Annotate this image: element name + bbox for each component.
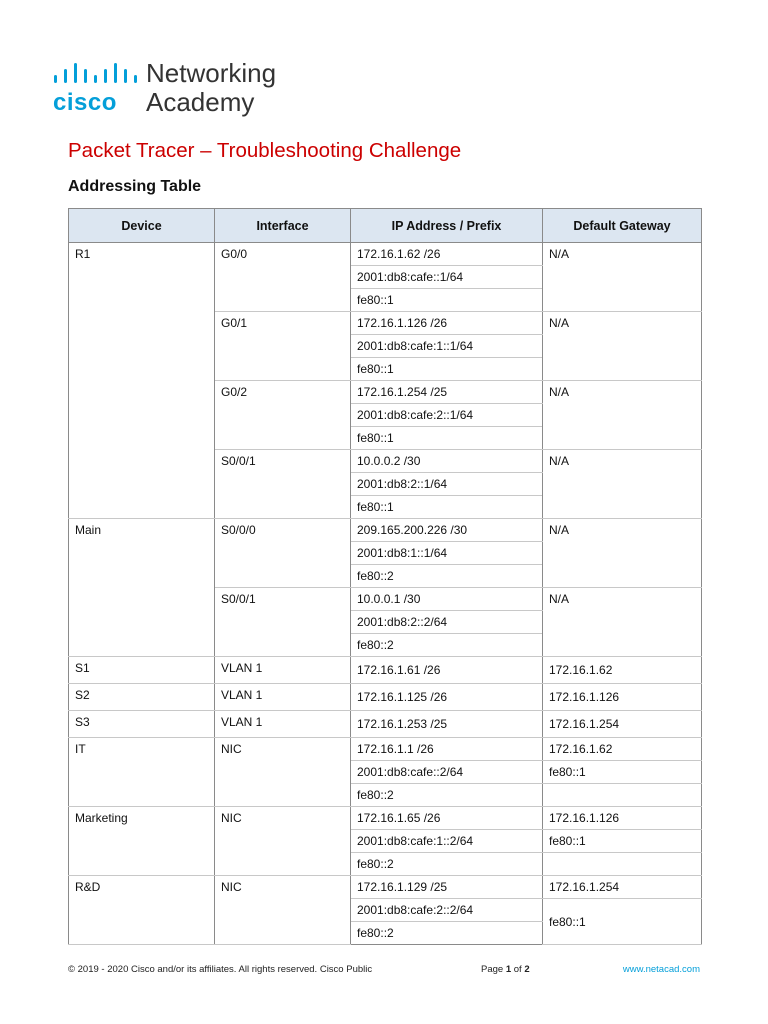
interface-cell: NIC: [215, 876, 351, 945]
cisco-bars-icon: [53, 62, 139, 88]
ip-address-cell: fe80::1: [351, 289, 543, 312]
gateway-cell: fe80::1: [543, 830, 702, 853]
gateway-cell: fe80::1: [543, 761, 702, 784]
interface-cell: S0/0/0: [215, 519, 351, 588]
header-default-gateway: Default Gateway: [543, 209, 702, 243]
ip-address-cell: 2001:db8:1::1/64: [351, 542, 543, 565]
document-title: Packet Tracer – Troubleshooting Challenge: [68, 139, 462, 162]
ip-address-cell: 10.0.0.1 /30: [351, 588, 543, 611]
ip-address-cell: 10.0.0.2 /30: [351, 450, 543, 473]
header-ip-address: IP Address / Prefix: [351, 209, 543, 243]
device-cell: Main: [69, 519, 215, 657]
table-row: [69, 657, 702, 684]
device-cell: S2: [69, 684, 215, 711]
ip-address-cell: 172.16.1.65 /26: [351, 807, 543, 830]
device-cell: Marketing: [69, 807, 215, 876]
interface-cell: G0/0: [215, 243, 351, 312]
gateway-cell: N/A: [543, 312, 702, 381]
gateway-cell: N/A: [543, 588, 702, 657]
ip-address-cell: fe80::2: [351, 922, 543, 945]
ip-address-cell: 2001:db8:cafe:2::1/64: [351, 404, 543, 427]
table-header-row: [69, 209, 702, 243]
ip-address-cell: 172.16.1.61 /26: [351, 657, 543, 684]
cisco-networking-academy-logo: [53, 58, 313, 116]
table-row: [69, 519, 702, 542]
footer-website-link[interactable]: www.netacad.com: [622, 964, 700, 975]
ip-address-cell: 172.16.1.253 /25: [351, 711, 543, 738]
ip-address-cell: 2001:db8:cafe:1::2/64: [351, 830, 543, 853]
device-cell: R1: [69, 243, 215, 519]
ip-address-cell: 2001:db8:2::2/64: [351, 611, 543, 634]
interface-cell: S0/0/1: [215, 588, 351, 657]
copyright-icon: ©: [68, 964, 75, 975]
ip-address-cell: 172.16.1.254 /25: [351, 381, 543, 404]
interface-cell: VLAN 1: [215, 657, 351, 684]
device-cell: S1: [69, 657, 215, 684]
gateway-cell: 172.16.1.254: [543, 711, 702, 738]
footer-copyright: [68, 964, 372, 976]
ip-address-cell: fe80::2: [351, 634, 543, 657]
header-device: Device: [69, 209, 215, 243]
interface-cell: G0/1: [215, 312, 351, 381]
addressing-table: [68, 208, 702, 945]
table-row: [69, 711, 702, 738]
interface-cell: NIC: [215, 807, 351, 876]
gateway-cell: 172.16.1.126: [543, 807, 702, 830]
gateway-cell: [543, 784, 702, 807]
ip-address-cell: 172.16.1.126 /26: [351, 312, 543, 335]
interface-cell: VLAN 1: [215, 684, 351, 711]
gateway-cell: N/A: [543, 519, 702, 588]
interface-cell: S0/0/1: [215, 450, 351, 519]
ip-address-cell: 2001:db8:cafe:2::2/64: [351, 899, 543, 922]
ip-address-cell: 2001:db8:2::1/64: [351, 473, 543, 496]
logo-networking-text: Networking: [146, 58, 277, 88]
header-interface: Interface: [215, 209, 351, 243]
ip-address-cell: fe80::1: [351, 496, 543, 519]
ip-address-cell: fe80::2: [351, 784, 543, 807]
gateway-cell: fe80::1: [543, 899, 702, 945]
interface-cell: VLAN 1: [215, 711, 351, 738]
gateway-cell: 172.16.1.62: [543, 657, 702, 684]
gateway-cell: 172.16.1.254: [543, 876, 702, 899]
table-row: [69, 738, 702, 761]
gateway-cell: [543, 853, 702, 876]
gateway-cell: 172.16.1.62: [543, 738, 702, 761]
device-cell: R&D: [69, 876, 215, 945]
ip-address-cell: 172.16.1.125 /26: [351, 684, 543, 711]
table-row: [69, 684, 702, 711]
ip-address-cell: 172.16.1.62 /26: [351, 243, 543, 266]
ip-address-cell: fe80::1: [351, 427, 543, 450]
gateway-cell: 172.16.1.126: [543, 684, 702, 711]
gateway-cell: N/A: [543, 450, 702, 519]
footer-copyright-text: 2019 - 2020 Cisco and/or its affiliates. All rights reserved. Cisco Public: [77, 964, 373, 975]
ip-address-cell: fe80::1: [351, 358, 543, 381]
table-row: [69, 876, 702, 899]
ip-address-cell: 2001:db8:cafe::2/64: [351, 761, 543, 784]
section-heading: Addressing Table: [68, 178, 202, 195]
ip-address-cell: fe80::2: [351, 853, 543, 876]
footer-page-number: Page 1 of 2: [481, 964, 530, 975]
device-cell: IT: [69, 738, 215, 807]
gateway-cell: N/A: [543, 381, 702, 450]
interface-cell: NIC: [215, 738, 351, 807]
ip-address-cell: 209.165.200.226 /30: [351, 519, 543, 542]
table-row: [69, 807, 702, 830]
table-row: [69, 243, 702, 266]
ip-address-cell: 2001:db8:cafe::1/64: [351, 266, 543, 289]
ip-address-cell: 172.16.1.129 /25: [351, 876, 543, 899]
logo-academy-text: Academy: [146, 87, 255, 117]
cisco-wordmark: cisco: [53, 89, 117, 116]
ip-address-cell: 2001:db8:cafe:1::1/64: [351, 335, 543, 358]
gateway-cell: N/A: [543, 243, 702, 312]
ip-address-cell: 172.16.1.1 /26: [351, 738, 543, 761]
device-cell: S3: [69, 711, 215, 738]
ip-address-cell: fe80::2: [351, 565, 543, 588]
interface-cell: G0/2: [215, 381, 351, 450]
